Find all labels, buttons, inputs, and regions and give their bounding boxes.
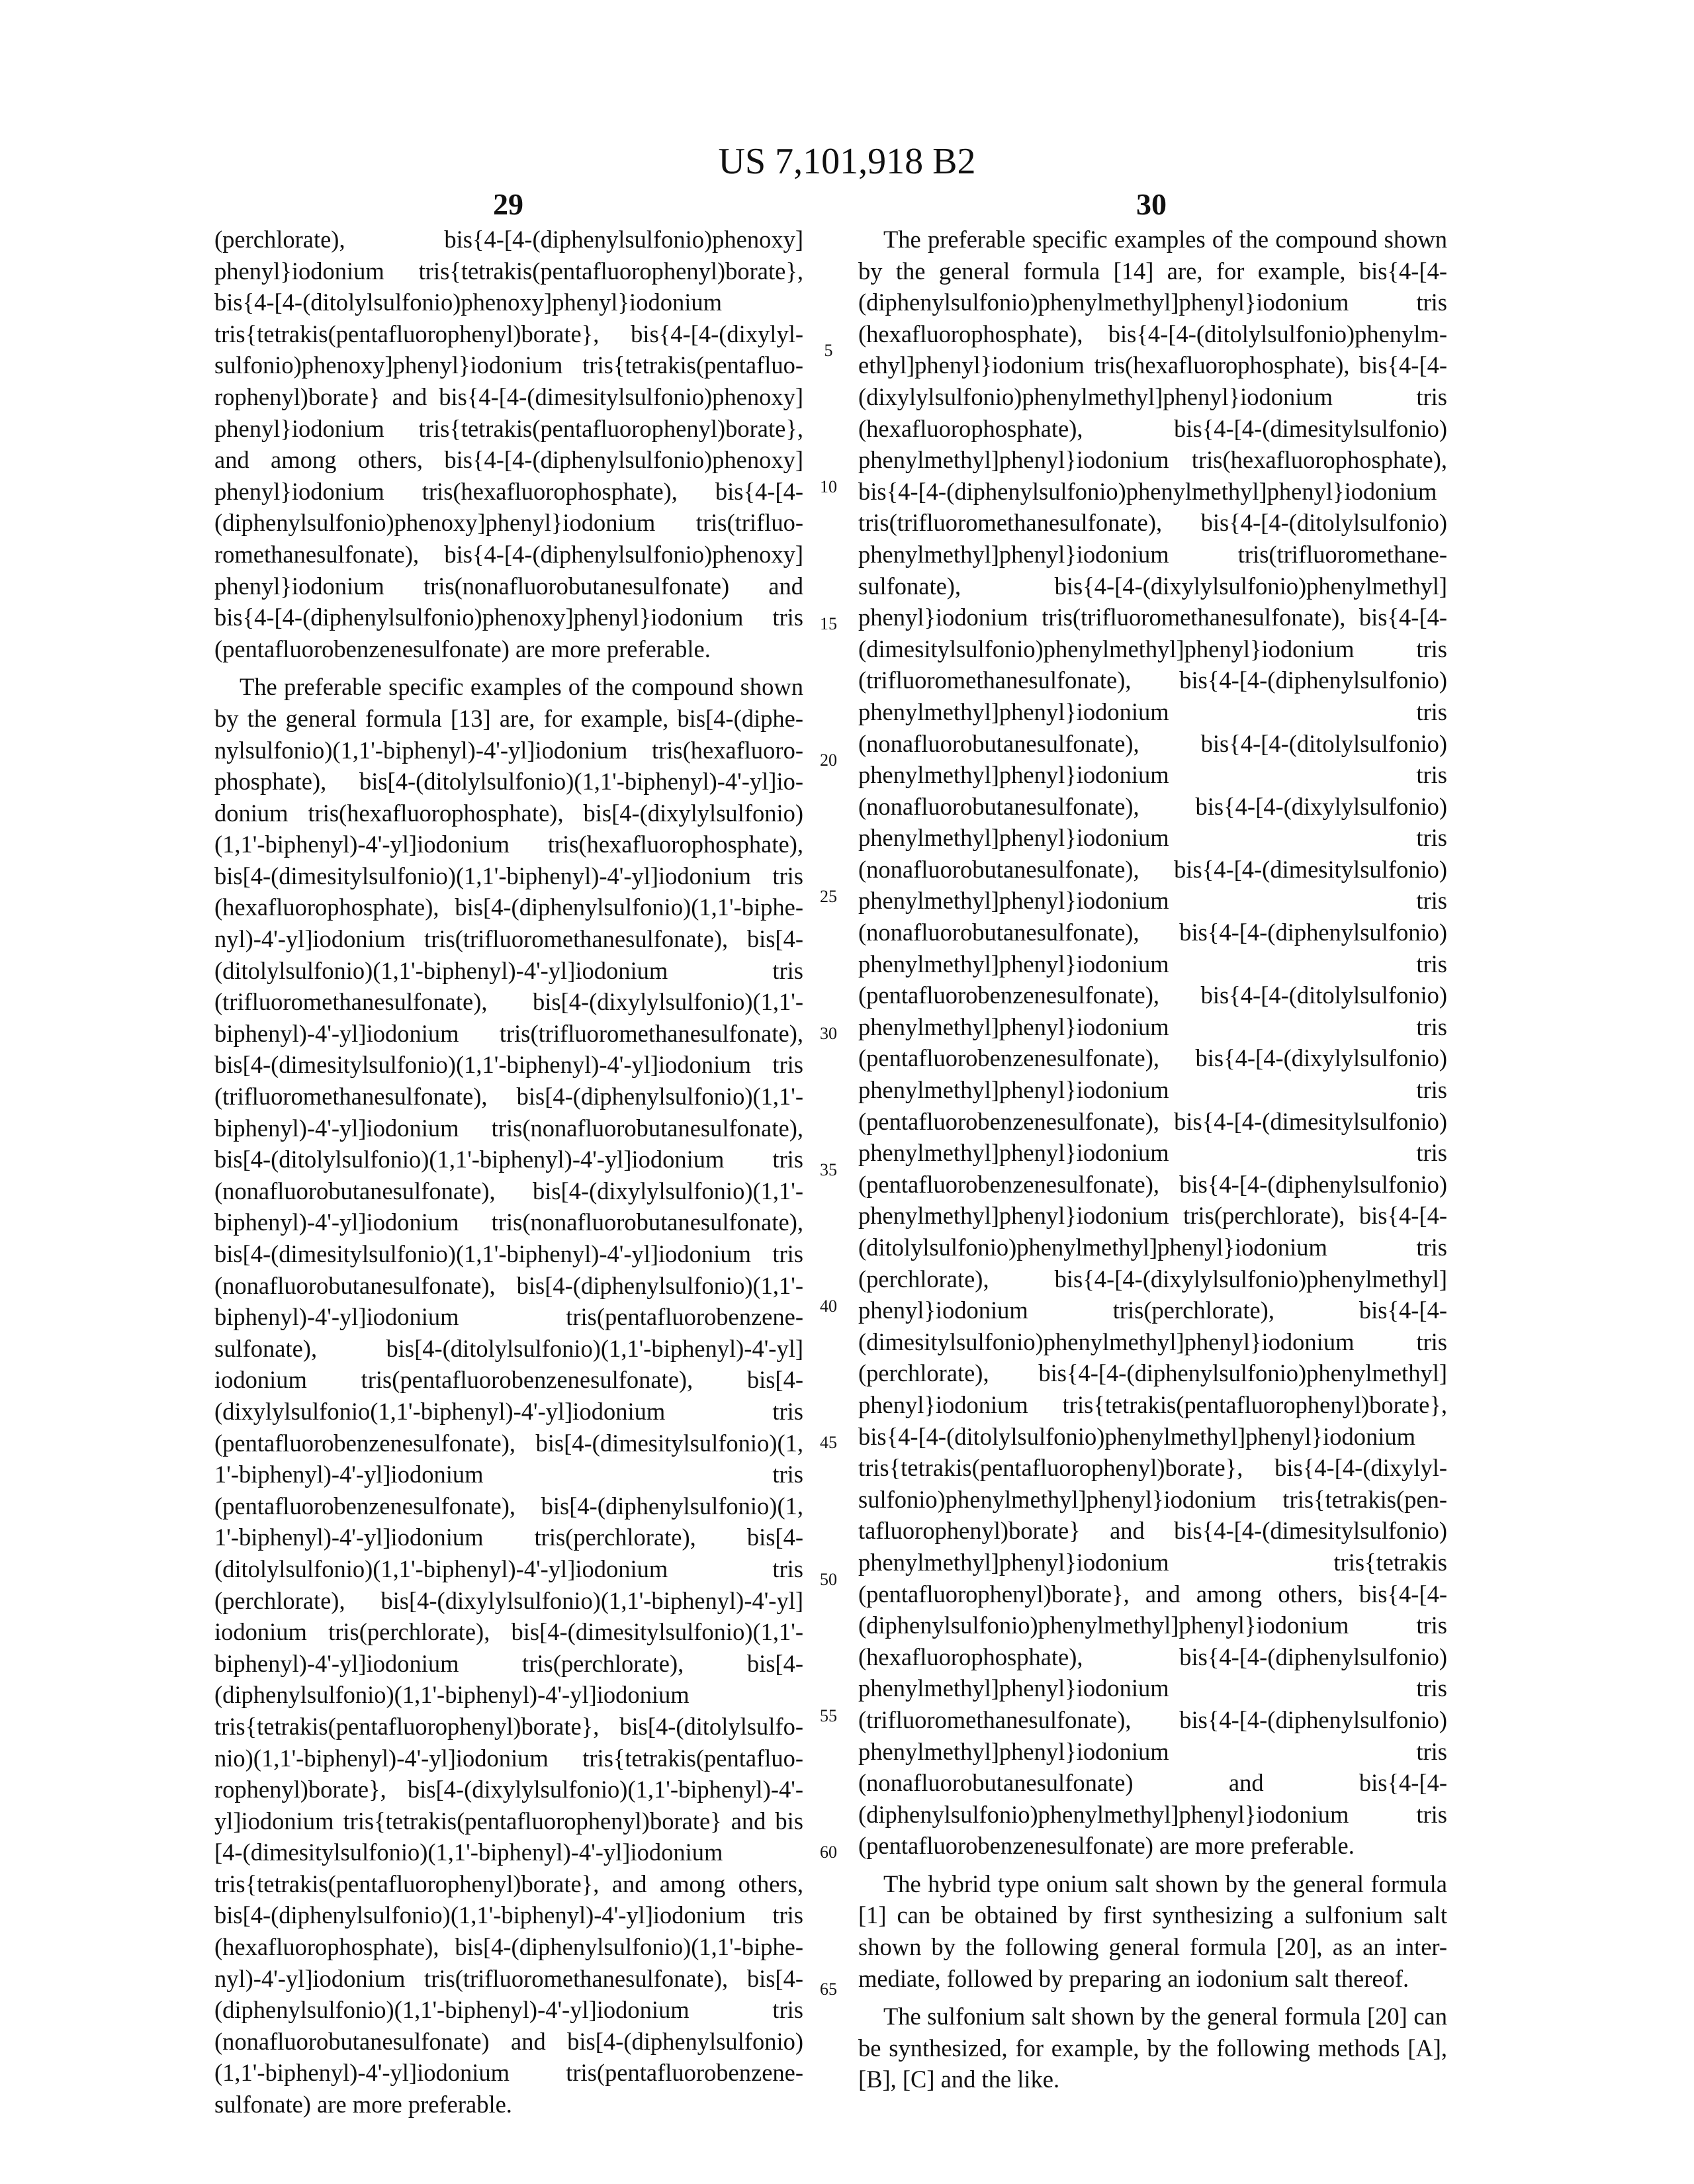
text-line: phenylmethyl]phenyl}iodonium tris: [858, 696, 1447, 728]
text-line: (trifluoromethanesulfonate), bis[4-(diphenylsulfonio)(1,1'-: [214, 1081, 803, 1113]
text-line: (pentafluorobenzenesulfonate), bis{4-[4-(dimesitylsulfonio): [858, 1106, 1447, 1138]
text-line: (perchlorate), bis[4-(dixylylsulfonio)(1,1'-biphenyl)-4'-yl]: [214, 1585, 803, 1617]
text-line: tafluorophenyl)borate} and bis{4-[4-(dimesitylsulfonio): [858, 1515, 1447, 1547]
text-line: and among others, bis{4-[4-(diphenylsulfonio)phenoxy]: [214, 444, 803, 476]
text-line: iodonium tris(pentafluorobenzenesulfonate), bis[4-: [214, 1364, 803, 1396]
text-line: (diphenylsulfonio)phenylmethyl]phenyl}iodonium tris: [858, 1799, 1447, 1831]
text-line: tris(trifluoromethanesulfonate), bis{4-[4-(ditolylsulfonio): [858, 507, 1447, 539]
margin-line-number: 45: [815, 1433, 842, 1453]
text-line: bis{4-[4-(diphenylsulfonio)phenoxy]phenyl}iodonium tris: [214, 602, 803, 633]
text-line: (ditolylsulfonio)(1,1'-biphenyl)-4'-yl]iodonium tris: [214, 1553, 803, 1585]
paragraph: [858, 2001, 1447, 2095]
text-line: phenylmethyl]phenyl}iodonium tris: [858, 948, 1447, 980]
text-line: (hexafluorophosphate), bis[4-(diphenylsulfonio)(1,1'-biphe-: [214, 1931, 803, 1963]
text-line: phenylmethyl]phenyl}iodonium tris: [858, 1074, 1447, 1106]
paragraph: [214, 224, 803, 664]
text-line: donium tris(hexafluorophosphate), bis[4-(dixylylsulfonio): [214, 797, 803, 829]
text-line: iodonium tris(perchlorate), bis[4-(dimesitylsulfonio)(1,1'-: [214, 1616, 803, 1648]
text-line: phenylmethyl]phenyl}iodonium tris(trifluoromethane-: [858, 539, 1447, 570]
text-line: phenyl}iodonium tris{tetrakis(pentafluorophenyl)borate},: [214, 413, 803, 445]
margin-line-number: 60: [815, 1843, 842, 1862]
margin-line-number: 50: [815, 1570, 842, 1590]
text-line: phenyl}iodonium tris(hexafluorophosphate), bis{4-[4-: [214, 476, 803, 508]
paragraph: [858, 224, 1447, 1862]
text-line: phenylmethyl]phenyl}iodonium tris: [858, 1736, 1447, 1768]
text-line: (pentafluorobenzenesulfonate) are more preferable.: [858, 1830, 1447, 1862]
text-line: tris{tetrakis(pentafluorophenyl)borate}, bis{4-[4-(dixylyl-: [858, 1452, 1447, 1484]
patent-number: US 7,101,918 B2: [0, 140, 1694, 183]
text-line: (trifluoromethanesulfonate), bis[4-(dixylylsulfonio)(1,1'-: [214, 986, 803, 1018]
text-line: biphenyl)-4'-yl]iodonium tris(trifluoromethanesulfonate),: [214, 1018, 803, 1050]
text-line: (trifluoromethanesulfonate), bis{4-[4-(diphenylsulfonio): [858, 1704, 1447, 1736]
text-line: (diphenylsulfonio)(1,1'-biphenyl)-4'-yl]iodonium tris: [214, 1994, 803, 2026]
paragraph: [858, 1868, 1447, 1994]
text-line: bis[4-(diphenylsulfonio)(1,1'-biphenyl)-4'-yl]iodonium tris: [214, 1899, 803, 1931]
text-line: (1,1'-biphenyl)-4'-yl]iodonium tris(hexafluorophosphate),: [214, 829, 803, 860]
text-line: phenylmethyl]phenyl}iodonium tris: [858, 759, 1447, 791]
text-line: (nonafluorobutanesulfonate), bis{4-[4-(ditolylsulfonio): [858, 728, 1447, 760]
text-line: biphenyl)-4'-yl]iodonium tris(nonafluorobutanesulfonate),: [214, 1113, 803, 1144]
text-line: (hexafluorophosphate), bis{4-[4-(ditolylsulfonio)phenylm-: [858, 318, 1447, 350]
text-line: tris{tetrakis(pentafluorophenyl)borate}, bis[4-(ditolylsulfo-: [214, 1711, 803, 1743]
margin-line-number: 65: [815, 1979, 842, 1999]
text-line: (pentafluorophenyl)borate}, and among others, bis{4-[4-: [858, 1578, 1447, 1610]
text-line: phenyl}iodonium tris{tetrakis(pentafluorophenyl)borate},: [858, 1389, 1447, 1421]
text-line: sulfonate) are more preferable.: [214, 2089, 803, 2120]
text-line: (dimesitylsulfonio)phenylmethyl]phenyl}iodonium tris: [858, 633, 1447, 665]
text-line: biphenyl)-4'-yl]iodonium tris(pentafluorobenzene-: [214, 1301, 803, 1333]
margin-line-number: 35: [815, 1160, 842, 1180]
text-line: bis{4-[4-(ditolylsulfonio)phenoxy]phenyl}iodonium: [214, 287, 803, 318]
text-line: [B], [C] and the like.: [858, 2064, 1447, 2095]
margin-line-number: 40: [815, 1297, 842, 1316]
text-line: (pentafluorobenzenesulfonate), bis{4-[4-(dixylylsulfonio): [858, 1042, 1447, 1074]
text-line: (hexafluorophosphate), bis{4-[4-(dimesitylsulfonio): [858, 413, 1447, 445]
text-line: (diphenylsulfonio)phenylmethyl]phenyl}iodonium tris: [858, 1610, 1447, 1641]
text-line: (nonafluorobutanesulfonate), bis{4-[4-(diphenylsulfonio): [858, 917, 1447, 948]
text-line: phenylmethyl]phenyl}iodonium tris(perchlorate), bis{4-[4-: [858, 1200, 1447, 1232]
text-line: (dimesitylsulfonio)phenylmethyl]phenyl}iodonium tris: [858, 1326, 1447, 1358]
text-line: (dixylylsulfonio(1,1'-biphenyl)-4'-yl]iodonium tris: [214, 1396, 803, 1428]
text-line: romethanesulfonate), bis{4-[4-(diphenylsulfonio)phenoxy]: [214, 539, 803, 570]
text-line: (pentafluorobenzenesulfonate), bis[4-(dimesitylsulfonio)(1,: [214, 1428, 803, 1459]
text-line: be synthesized, for example, by the following methods [A],: [858, 2032, 1447, 2064]
text-line: rophenyl)borate} and bis{4-[4-(dimesitylsulfonio)phenoxy]: [214, 381, 803, 413]
text-line: (pentafluorobenzenesulfonate), bis{4-[4-(diphenylsulfonio): [858, 1169, 1447, 1201]
text-line: (dixylylsulfonio)phenylmethyl]phenyl}iodonium tris: [858, 381, 1447, 413]
text-line: nylsulfonio)(1,1'-biphenyl)-4'-yl]iodonium tris(hexafluoro-: [214, 735, 803, 766]
text-line: phenylmethyl]phenyl}iodonium tris(hexafluorophosphate),: [858, 444, 1447, 476]
text-line: (nonafluorobutanesulfonate) and bis[4-(diphenylsulfonio): [214, 2026, 803, 2058]
text-line: (perchlorate), bis{4-[4-(dixylylsulfonio)phenylmethyl]: [858, 1263, 1447, 1295]
text-line: shown by the following general formula [20], as an inter-: [858, 1931, 1447, 1963]
text-line: (diphenylsulfonio)phenoxy]phenyl}iodonium tris(trifluo-: [214, 507, 803, 539]
text-line: yl]iodonium tris{tetrakis(pentafluorophenyl)borate} and bis: [214, 1805, 803, 1837]
text-line: nyl)-4'-yl]iodonium tris(trifluoromethanesulfonate), bis[4-: [214, 923, 803, 955]
text-line: bis[4-(dimesitylsulfonio)(1,1'-biphenyl)-4'-yl]iodonium tris: [214, 1049, 803, 1081]
margin-line-number: 30: [815, 1024, 842, 1044]
text-line: rophenyl)borate}, bis[4-(dixylylsulfonio)(1,1'-biphenyl)-4'-: [214, 1774, 803, 1805]
text-line: (ditolylsulfonio)(1,1'-biphenyl)-4'-yl]iodonium tris: [214, 955, 803, 987]
text-line: phenylmethyl]phenyl}iodonium tris: [858, 885, 1447, 917]
text-line: (ditolylsulfonio)phenylmethyl]phenyl}iodonium tris: [858, 1232, 1447, 1263]
text-line: (hexafluorophosphate), bis[4-(diphenylsulfonio)(1,1'-biphe-: [214, 891, 803, 923]
text-line: [4-(dimesitylsulfonio)(1,1'-biphenyl)-4'-yl]iodonium: [214, 1837, 803, 1868]
text-line: phenylmethyl]phenyl}iodonium tris: [858, 822, 1447, 854]
text-line: tris{tetrakis(pentafluorophenyl)borate}, and among others,: [214, 1868, 803, 1900]
text-line: (perchlorate), bis{4-[4-(diphenylsulfonio)phenylmethyl]: [858, 1357, 1447, 1389]
text-line: [1] can be obtained by first synthesizing a sulfonium salt: [858, 1899, 1447, 1931]
text-line: (nonafluorobutanesulfonate), bis{4-[4-(dixylylsulfonio): [858, 791, 1447, 823]
right-column: [858, 224, 1447, 2102]
text-line: phenylmethyl]phenyl}iodonium tris: [858, 1011, 1447, 1043]
text-line: phosphate), bis[4-(ditolylsulfonio)(1,1'-biphenyl)-4'-yl]io-: [214, 766, 803, 797]
text-line: 1'-biphenyl)-4'-yl]iodonium tris(perchlorate), bis[4-: [214, 1522, 803, 1553]
text-line: (nonafluorobutanesulfonate), bis[4-(diphenylsulfonio)(1,1'-: [214, 1270, 803, 1302]
text-line: bis[4-(dimesitylsulfonio)(1,1'-biphenyl)-4'-yl]iodonium tris: [214, 860, 803, 892]
margin-line-number: 10: [815, 477, 842, 497]
text-line: The hybrid type onium salt shown by the general formula: [858, 1868, 1447, 1900]
text-line: (nonafluorobutanesulfonate), bis{4-[4-(dimesitylsulfonio): [858, 854, 1447, 886]
text-line: The sulfonium salt shown by the general formula [20] can: [858, 2001, 1447, 2032]
text-line: sulfonio)phenoxy]phenyl}iodonium tris{tetrakis(pentafluo-: [214, 349, 803, 381]
text-line: (perchlorate), bis{4-[4-(diphenylsulfonio)phenoxy]: [214, 224, 803, 255]
text-line: phenyl}iodonium tris(trifluoromethanesulfonate), bis{4-[4-: [858, 602, 1447, 633]
right-page-number: 30: [1085, 187, 1218, 222]
text-line: mediate, followed by preparing an iodonium salt thereof.: [858, 1963, 1447, 1995]
text-line: 1'-biphenyl)-4'-yl]iodonium tris: [214, 1459, 803, 1490]
text-line: sulfonate), bis{4-[4-(dixylylsulfonio)phenylmethyl]: [858, 570, 1447, 602]
text-line: (nonafluorobutanesulfonate), bis[4-(dixylylsulfonio)(1,1'-: [214, 1175, 803, 1207]
text-line: phenyl}iodonium tris{tetrakis(pentafluorophenyl)borate},: [214, 255, 803, 287]
text-line: ethyl]phenyl}iodonium tris(hexafluorophosphate), bis{4-[4-: [858, 349, 1447, 381]
margin-line-number: 15: [815, 614, 842, 634]
paragraph: [214, 671, 803, 2120]
left-column: [214, 224, 803, 2127]
text-line: phenylmethyl]phenyl}iodonium tris: [858, 1672, 1447, 1704]
margin-line-number: 55: [815, 1706, 842, 1726]
text-line: biphenyl)-4'-yl]iodonium tris(nonafluorobutanesulfonate),: [214, 1206, 803, 1238]
text-line: (pentafluorobenzenesulfonate), bis{4-[4-(ditolylsulfonio): [858, 979, 1447, 1011]
left-page-number: 29: [442, 187, 574, 222]
margin-line-number: 20: [815, 751, 842, 770]
text-line: (hexafluorophosphate), bis{4-[4-(diphenylsulfonio): [858, 1641, 1447, 1673]
text-line: (diphenylsulfonio)phenylmethyl]phenyl}iodonium tris: [858, 287, 1447, 318]
text-line: bis{4-[4-(ditolylsulfonio)phenylmethyl]phenyl}iodonium: [858, 1421, 1447, 1453]
text-line: by the general formula [13] are, for example, bis[4-(diphe-: [214, 703, 803, 735]
text-line: The preferable specific examples of the compound shown: [214, 671, 803, 703]
text-line: phenyl}iodonium tris(nonafluorobutanesulfonate) and: [214, 570, 803, 602]
text-line: (1,1'-biphenyl)-4'-yl]iodonium tris(pentafluorobenzene-: [214, 2057, 803, 2089]
text-line: nyl)-4'-yl]iodonium tris(trifluoromethanesulfonate), bis[4-: [214, 1963, 803, 1995]
text-line: (pentafluorobenzenesulfonate), bis[4-(diphenylsulfonio)(1,: [214, 1490, 803, 1522]
text-line: (trifluoromethanesulfonate), bis{4-[4-(diphenylsulfonio): [858, 664, 1447, 696]
margin-line-number: 5: [815, 341, 842, 361]
text-line: bis[4-(ditolylsulfonio)(1,1'-biphenyl)-4'-yl]iodonium tris: [214, 1144, 803, 1175]
text-line: bis[4-(dimesitylsulfonio)(1,1'-biphenyl)-4'-yl]iodonium tris: [214, 1238, 803, 1270]
text-line: The preferable specific examples of the compound shown: [858, 224, 1447, 255]
text-line: (pentafluorobenzenesulfonate) are more preferable.: [214, 633, 803, 665]
text-line: phenylmethyl]phenyl}iodonium tris: [858, 1137, 1447, 1169]
text-line: sulfonate), bis[4-(ditolylsulfonio)(1,1'-biphenyl)-4'-yl]: [214, 1333, 803, 1365]
text-line: nio)(1,1'-biphenyl)-4'-yl]iodonium tris{tetrakis(pentafluo-: [214, 1743, 803, 1774]
text-line: phenylmethyl]phenyl}iodonium tris{tetrakis: [858, 1547, 1447, 1578]
text-line: by the general formula [14] are, for example, bis{4-[4-: [858, 255, 1447, 287]
text-line: (nonafluorobutanesulfonate) and bis{4-[4-: [858, 1767, 1447, 1799]
margin-line-number: 25: [815, 887, 842, 907]
text-line: bis{4-[4-(diphenylsulfonio)phenylmethyl]phenyl}iodonium: [858, 476, 1447, 508]
text-line: (diphenylsulfonio)(1,1'-biphenyl)-4'-yl]iodonium: [214, 1679, 803, 1711]
text-line: phenyl}iodonium tris(perchlorate), bis{4-[4-: [858, 1295, 1447, 1326]
text-line: tris{tetrakis(pentafluorophenyl)borate}, bis{4-[4-(dixylyl-: [214, 318, 803, 350]
text-line: sulfonio)phenylmethyl]phenyl}iodonium tris{tetrakis(pen-: [858, 1484, 1447, 1516]
text-line: biphenyl)-4'-yl]iodonium tris(perchlorate), bis[4-: [214, 1648, 803, 1680]
